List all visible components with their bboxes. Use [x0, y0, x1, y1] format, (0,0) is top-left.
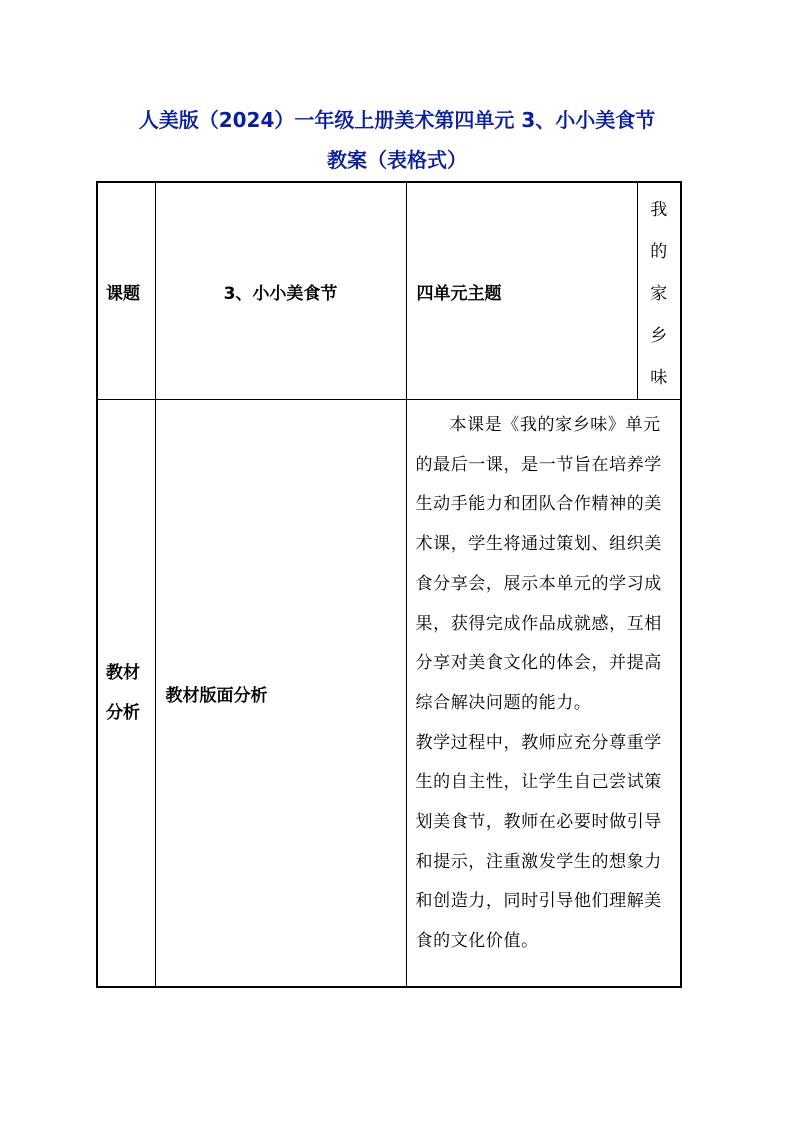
- topic-label: 课题: [97, 182, 155, 400]
- table-row-material-analysis: [97, 400, 681, 988]
- unit-theme-value: [637, 182, 681, 400]
- unit-theme-char: 我: [650, 200, 668, 220]
- lesson-title-cell: 3、小小美食节: [155, 182, 406, 400]
- lesson-plan-table: [96, 181, 682, 988]
- unit-theme-char: 的: [650, 242, 668, 262]
- material-analysis-label-line-2: 分析: [106, 703, 140, 723]
- material-analysis-label: [97, 400, 155, 988]
- unit-theme-char: 家: [650, 284, 668, 304]
- unit-theme-label: 四单元主题: [406, 182, 637, 400]
- material-analysis-label-line-1: 教材: [106, 663, 140, 683]
- layout-analysis-label: 教材版面分析: [155, 400, 406, 988]
- document-title-line-2: 教案（表格式）: [327, 148, 467, 172]
- document-title-line-1: 人美版（2024）一年级上册美术第四单元 3、小小美食节: [138, 108, 656, 132]
- analysis-paragraph-2: 教学过程中，教师应充分尊重学生的自主性，让学生自己尝试策划美食节，教师在必要时做引导和提示，注重激发学生的想象力和创造力，同时引导他们理解美食的文化价值。: [415, 732, 662, 952]
- table-row-topic: [97, 182, 681, 400]
- unit-theme-char: 乡: [650, 326, 668, 346]
- analysis-text-cell: [406, 400, 681, 988]
- analysis-paragraph-1: 本课是《我的家乡味》单元的最后一课，是一节旨在培养学生动手能力和团队合作精神的美术课，学生将通过策划、组织美食分享会，展示本单元的学习成果，获得完成作品成就感，互相分享对美食文化的体会，并提高综合解决问题的能力。: [415, 415, 662, 713]
- unit-theme-char: 味: [650, 368, 668, 388]
